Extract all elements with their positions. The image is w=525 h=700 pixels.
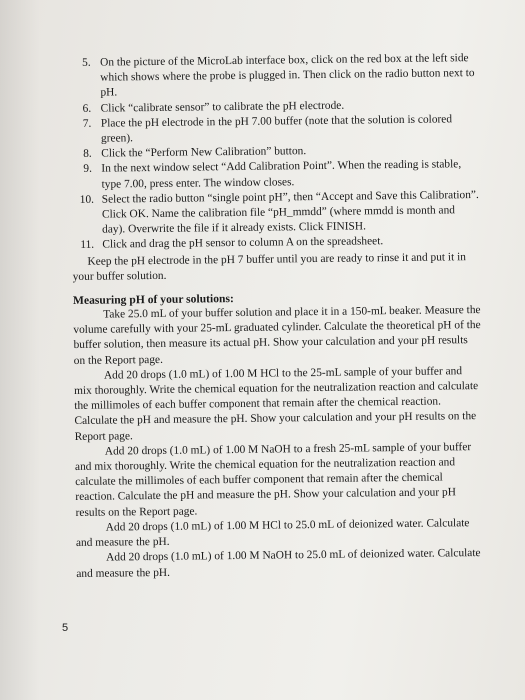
step-text: Click “calibrate sensor” to calibrate the pH electrode.	[100, 99, 345, 115]
calibration-steps	[70, 51, 480, 254]
page-content	[70, 51, 484, 582]
keep-note: Keep the pH electrode in the pH 7 buffer until you are ready to rinse it and put it in your buffer solution.	[72, 250, 466, 283]
step-number: 9.	[83, 163, 93, 176]
step-item	[70, 51, 479, 102]
step-number: 5.	[82, 56, 91, 69]
step-number: 8.	[83, 147, 92, 161]
step-item	[71, 157, 479, 192]
step-text: Click the “Perform New Calibration” button.	[101, 145, 307, 160]
paragraph: Add 20 drops (1.0 mL) of 1.00 M NaOH to 25.0 mL of deionized water. Calculate and measure the pH.	[76, 547, 481, 580]
step-text: Click and drag the pH sensor to column A on the spreadsheet.	[102, 235, 384, 252]
step-number: 10.	[79, 193, 95, 206]
paragraph: Add 20 drops (1.0 mL) of 1.00 M HCl to 25.0 mL of deionized water. Calculate and measure the pH.	[75, 517, 470, 550]
paragraph: Add 20 drops (1.0 mL) of 1.00 M NaOH to a fresh 25-mL sample of your buffer and mix thoroughly. Write the chemical equation for the neutralization reaction and calculate the millimoles of each buffer component that remain after the chemical reaction. Calculate the pH and measure the pH. Show your calculation and your pH results on the Report page.	[74, 441, 472, 519]
step-item	[72, 188, 481, 239]
step-text: On the picture of the MicroLab interface box, click on the red box at the left side which shows where the probe is plugged in. Then click on the radio button next to pH.	[100, 52, 475, 100]
step-text: Place the pH electrode in the pH 7.00 buffer (note that the solution is colored green).	[100, 113, 453, 145]
step-number: 7.	[82, 117, 92, 130]
page-shadow	[0, 0, 40, 700]
step-number: 11.	[80, 239, 95, 252]
paragraph: Take 25.0 mL of your buffer solution and place it in a 150-mL beaker. Measure the volume carefully with your 25-mL graduated cylinder. Calculate the theoretical pH of the buffer solution, then measure its actual pH. Show your calculation and your pH results on the Report page.	[73, 304, 481, 367]
paragraph: Add 20 drops (1.0 mL) of 1.00 M HCl to the 25-mL sample of your buffer and mix thoroughly. Write the chemical equation for the neutralization reaction and calculate the millimoles of each buffer component that remain after the chemical reaction. Calculate the pH and measure the pH. Show your calculation and your pH results on the Report page.	[74, 365, 479, 443]
step-text: Select the radio button “single point pH”, then “Accept and Save this Calibration”. Click OK. Name the calibration file “pH_mmdd” (where mmdd is month and day). Overwrite the file if it already exists. Click FINISH.	[101, 188, 479, 236]
step-text: In the next window select “Add Calibration Point”. When the reading is stable, type 7.00, press enter. The window closes.	[101, 158, 462, 191]
page-number: 5	[62, 622, 69, 634]
step-number: 6.	[82, 102, 92, 115]
step-item	[71, 112, 479, 147]
section-heading: Measuring pH of your solutions:	[72, 292, 234, 308]
